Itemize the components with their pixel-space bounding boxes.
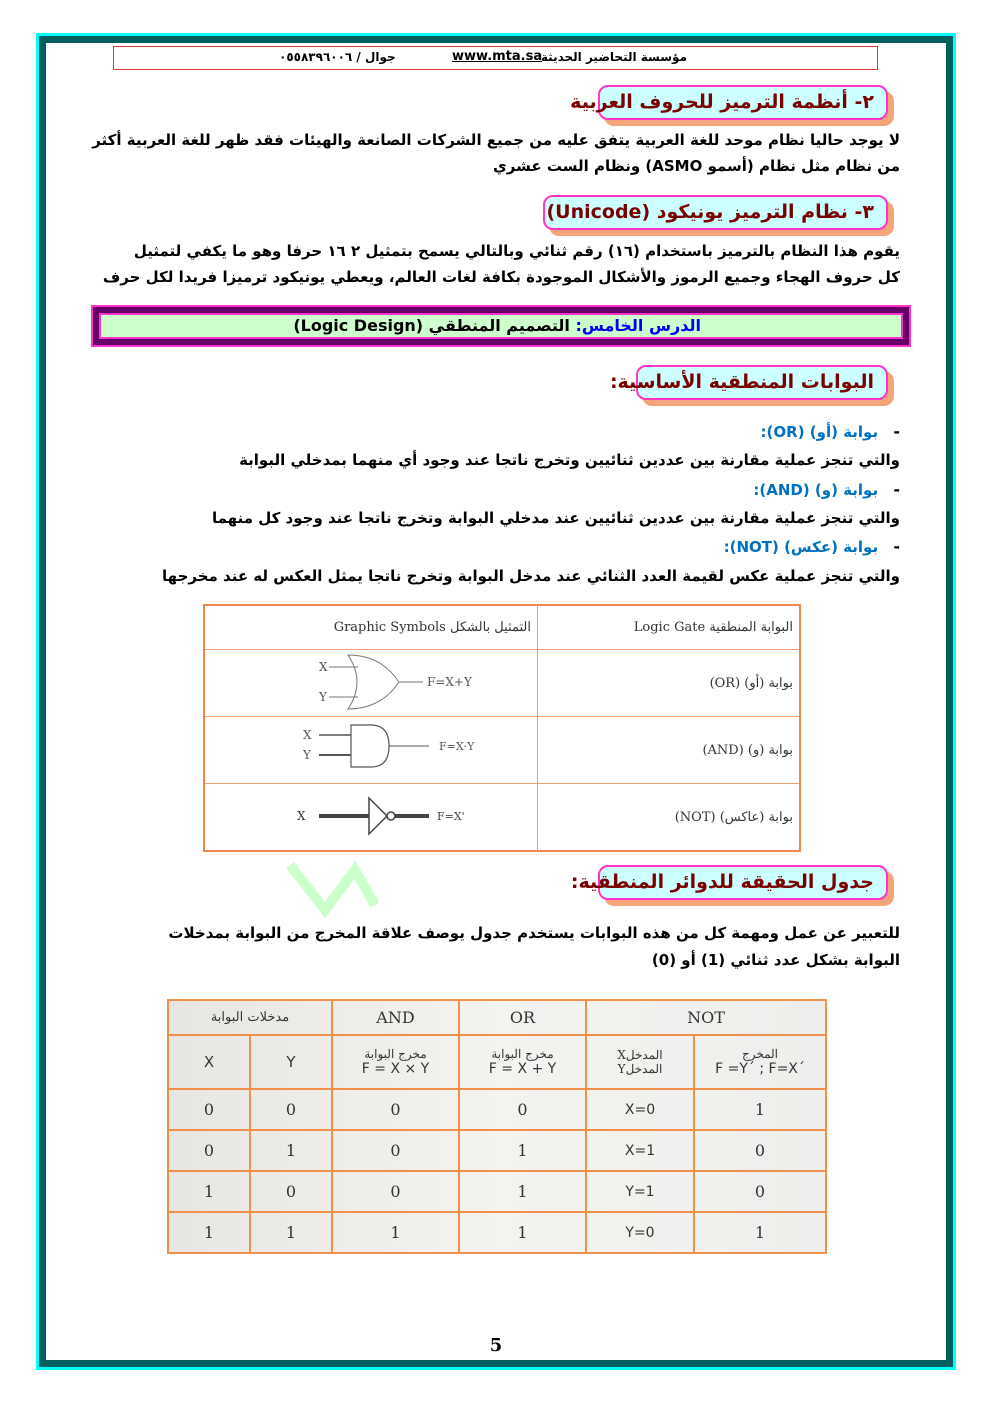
truth-section-title-box: [570, 865, 888, 900]
gate-item-and-heading: - بوابة (و) (AND):: [753, 480, 900, 499]
svg-text:F=X·Y: F=X·Y: [439, 740, 475, 753]
truth-section-title: جدول الحقيقة للدوائر المنطقية:: [570, 871, 874, 893]
lesson-title: التصميم المنطقي (Logic Design): [293, 316, 576, 335]
gate-desc-or: والتي تنجز عملية مقارنة بين عددين ثنائيين وتخرج ناتجا عند وجود أي منهما بمدخلي البوابة: [239, 451, 900, 469]
svg-text:Y: Y: [319, 690, 327, 704]
gate-name-and: بوابة (و) (AND):: [753, 481, 879, 499]
and-gate-icon: [211, 717, 521, 779]
phone-number: جوال / ٠٥٥٨٣٩٦٠٠٦: [279, 50, 396, 64]
gate-name-not: بوابة (عكس) (NOT):: [723, 538, 879, 556]
truth-section-line-1: للتعبير عن عمل ومهمة كل من هذه البوابات يستخدم جدول يوصف علاقة المخرج من البوابة بمدخلات: [168, 924, 900, 942]
truth-table: [167, 999, 827, 1254]
group-inputs: مدخلات البوابة: [168, 1000, 332, 1035]
gate-item-not-heading: - بوابة (عكس) (NOT):: [723, 537, 900, 556]
table-row: 1 0 0 1 Y=1 0: [168, 1171, 826, 1212]
section3-title-box: [543, 195, 888, 230]
and-symbol-cell: [204, 717, 538, 784]
website-link[interactable]: www.mta.sa: [452, 49, 543, 64]
institution-name: مؤسسة التحاضير الحديثة: [540, 50, 687, 64]
svg-text:X: X: [319, 660, 328, 674]
table-row: 0 1 0 1 X=1 0: [168, 1130, 826, 1171]
section2-title: ٢- أنظمة الترميز للحروف العربية: [570, 91, 874, 113]
basic-gates-title: البوابات المنطقية الأساسية:: [609, 371, 874, 393]
col-not-out: المخرج F =Y´ ; F=X´: [694, 1035, 826, 1089]
basic-gates-title-box: [609, 365, 888, 400]
gate-desc-not: والتي تنجز عملية عكس لقيمة العدد الثنائي عند مدخل البوابة وتخرج ناتجا يمثل العكس له عند مخرجها: [162, 567, 900, 585]
group-or: OR: [459, 1000, 586, 1035]
gate-desc-and: والتي تنجز عملية مقارنة بين عددين ثنائيين عند مدخلي البوابة وتخرج ناتجا عند وجود كل منهما: [211, 509, 900, 527]
table-row: 0 0 0 0 X=0 1: [168, 1089, 826, 1130]
col-or-out: مخرج البوابة F = X + Y: [459, 1035, 586, 1089]
lesson-heading: [293, 316, 701, 335]
col-not-in: Xالمدخل Yالمدخل: [586, 1035, 694, 1089]
svg-text:F=X': F=X': [437, 810, 465, 823]
header-gate: البوابة المنطقية Logic Gate: [538, 605, 801, 650]
section3-line-1: يقوم هذا النظام بالترميز باستخدام (١٦) رقم ثنائي وبالتالي يسمح بتمثيل ٢ ١٦ حرفا وهو ما يكفي لتمثيل: [133, 242, 900, 260]
section2-line-2: من نظام مثل نظام (أسمو ASMO) ونظام الست عشري: [493, 157, 900, 175]
truth-section-line-2: البوابة بشكل عدد ثنائي (1) أو (0): [651, 951, 900, 969]
lesson-banner: [91, 305, 911, 347]
gate-label-not: بوابة (عاكس) (NOT): [538, 784, 801, 852]
section3-line-2: كل حروف الهجاء وجميع الرموز والأشكال الموجودة بكافة لغات العالم، ويعطي يونيكود ترميزا فريدا لكل حرف: [102, 268, 900, 286]
page-number: 5: [489, 1335, 503, 1356]
group-not: NOT: [586, 1000, 826, 1035]
page-header: [113, 46, 878, 70]
svg-text:X: X: [297, 809, 306, 823]
svg-text:X: X: [303, 728, 312, 742]
svg-text:Y: Y: [303, 748, 311, 762]
table-row: 1 1 1 1 Y=0 1: [168, 1212, 826, 1253]
group-and: AND: [332, 1000, 459, 1035]
header-symbol: التمثيل بالشكل Graphic Symbols: [204, 605, 538, 650]
gate-item-or-heading: - بوابة (أو) (OR):: [760, 422, 900, 441]
section3-title: ٣- نظام الترميز يونيكود (Unicode): [546, 201, 874, 223]
gate-name-or: بوابة (أو) (OR):: [760, 423, 879, 441]
col-y: Y: [250, 1035, 332, 1089]
watermark-logo-icon: [285, 860, 405, 920]
gate-label-or: بوابة (أو) (OR): [538, 650, 801, 717]
section2-title-box: [570, 85, 888, 120]
col-x: X: [168, 1035, 250, 1089]
or-symbol-cell: [204, 650, 538, 717]
lesson-label: الدرس الخامس:: [575, 316, 701, 335]
or-gate-icon: [211, 650, 521, 712]
gate-label-and: بوابة (و) (AND): [538, 717, 801, 784]
col-and-out: مخرج البوابة F = X × Y: [332, 1035, 459, 1089]
svg-text:F=X+Y: F=X+Y: [427, 675, 472, 689]
gate-symbols-table: [203, 604, 801, 852]
not-symbol-cell: [204, 784, 538, 852]
not-gate-icon: [211, 784, 521, 846]
section2-line-1: لا يوجد حاليا نظام موحد للغة العربية يتفق عليه من جميع الشركات الصانعة والهيئات فقد ظهر للغة العربية أكثر: [92, 131, 900, 149]
